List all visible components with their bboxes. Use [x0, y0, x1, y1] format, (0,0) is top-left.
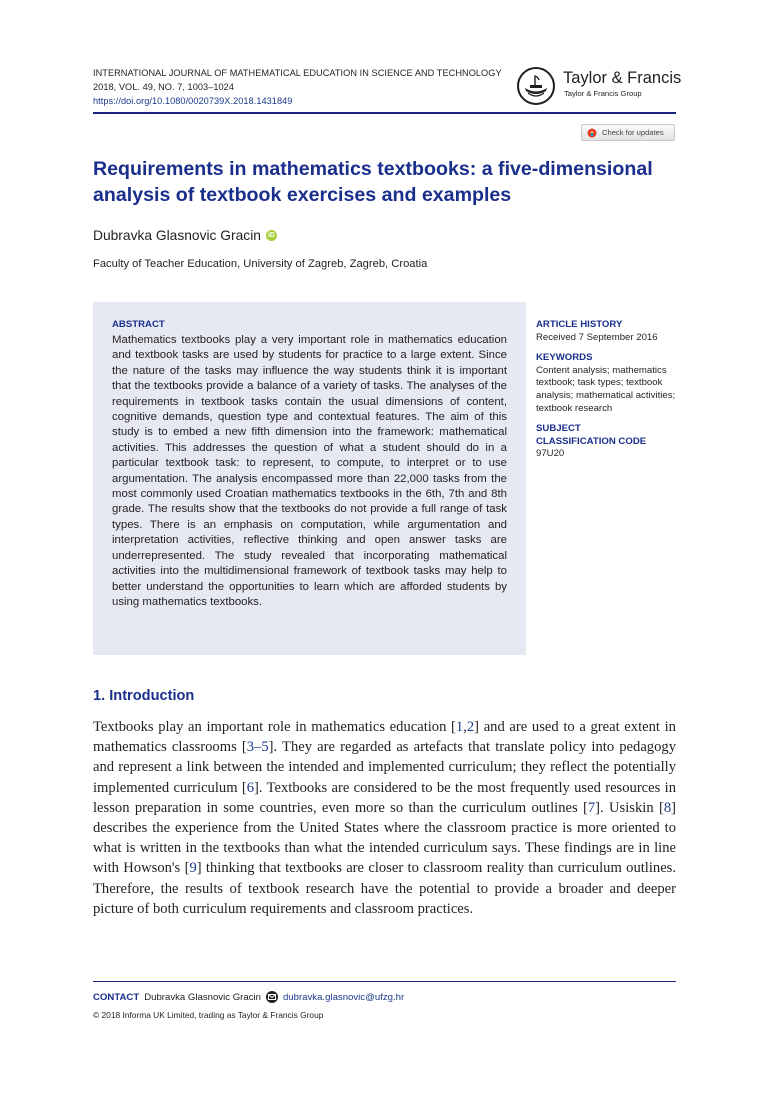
body-text-segment: ]. Textbooks are considered to be the most frequently used resources in lesson preparation in some countries, even more so than the curriculum outlines [ — [93, 779, 676, 816]
abstract-text: Mathematics textbooks play a very important role in mathematics education and textbook tasks are used by students for practice to a large extent. Since the nature of the tasks may influence the way students think it is important that the textbooks provide a balance of a variety of tasks. The analyses of the requirements in textbook tasks contain the usual dimensions of content, cognitive demands, question type and contextual features. The aim of this study is to embed a new fifth dimension into the framework: mathematical activities. This addresses the question of what a student should do in a particular textbook task: to represent, to compute, to interpret or to use argumentation. The analysis encompassed more than 22,000 tasks from the most commonly used Croatian mathematics textbooks in the 6th, 7th and 8th grade. The results show that the textbooks do not provide a full range of task types. There is an emphasis on computation, while argumentation and interpretation activities, reflective thinking and open answer tasks are underrepresented. The study revealed that incorporating mathematical activities into the multidimensional framework of textbook tasks may help to better understand the opportunities to learn which are afforded students by using mathematics textbooks. — [112, 334, 507, 608]
publisher-name: Taylor & Francis — [563, 69, 682, 87]
publisher-group: Taylor & Francis Group — [564, 89, 642, 98]
journal-header — [93, 66, 502, 109]
contact-label: CONTACT — [93, 991, 140, 1003]
keywords-heading: KEYWORDS — [536, 352, 593, 364]
body-text-segment: ] describes the experience from the United States where the classroom practice is more oriented to what is written in the textbooks than what the intended curriculum says. These findings are in line with Howson's [ — [93, 799, 676, 877]
check-updates-label: Check for updates — [602, 128, 664, 137]
check-updates-icon — [587, 128, 597, 138]
body-text-segment: ]. Usiskin [ — [595, 799, 664, 816]
citation-link[interactable]: 1 — [455, 719, 464, 735]
footer-divider — [93, 981, 676, 982]
volume-info: 2018, VOL. 49, NO. 7, 1003–1024 — [93, 82, 234, 93]
envelope-icon — [266, 991, 278, 1003]
contact-name: Dubravka Glasnovic Gracin — [144, 991, 261, 1003]
contact-email-link[interactable]: dubravka.glasnovic@ufzg.hr — [282, 991, 405, 1003]
subject-code: 97U20 — [536, 448, 565, 460]
citation-link[interactable]: 2 — [466, 719, 475, 735]
body-text-segment: ] thinking that textbooks are closer to classroom reality than curriculum outlines. Therefore, the results of textbook research have the potential to provide a broader and deeper picture of both curriculum requirements and classroom practices. — [93, 860, 677, 917]
citation-link[interactable]: 3–5 — [246, 739, 269, 756]
title-line-2: analysis of textbook exercises and examples — [93, 184, 512, 206]
received-date: Received 7 September 2016 — [536, 331, 658, 343]
classification-heading: CLASSIFICATION CODE — [536, 435, 647, 447]
body-text-segment: ] and are used to a great extent in mathematics classrooms [ — [93, 719, 676, 756]
check-for-updates-button[interactable] — [581, 124, 675, 141]
introduction-paragraph — [93, 717, 676, 919]
keywords-list: Content analysis; mathematics textbook; task types; textbook analysis; mathematical activities; textbook research — [536, 364, 676, 414]
orcid-icon[interactable]: iD — [267, 232, 275, 239]
article-sidebar — [536, 319, 676, 461]
article-history-heading: ARTICLE HISTORY — [536, 319, 623, 330]
journal-name: INTERNATIONAL JOURNAL OF MATHEMATICAL EDUCATION IN SCIENCE AND TECHNOLOGY — [93, 68, 502, 78]
copyright-notice: © 2018 Informa UK Limited, trading as Taylor & Francis Group — [93, 1010, 324, 1020]
citation-link[interactable]: 9 — [189, 860, 197, 877]
body-text-segment: , — [463, 719, 467, 735]
doi-link[interactable]: https://doi.org/10.1080/0020739X.2018.1431849 — [93, 96, 293, 107]
affiliation: Faculty of Teacher Education, University of Zagreb, Zagreb, Croatia — [93, 258, 428, 270]
subject-heading: SUBJECT — [536, 423, 581, 435]
contact-line — [93, 991, 404, 1003]
body-text-segment: Textbooks play an important role in mathematics education [ — [93, 719, 456, 735]
taylor-francis-logo-icon — [516, 66, 558, 106]
citation-link[interactable]: 6 — [246, 779, 255, 796]
header-divider — [93, 112, 676, 114]
author-line — [93, 228, 277, 243]
title-line-1: Requirements in mathematics textbooks: a five-dimensional — [93, 158, 653, 180]
citation-link[interactable]: 7 — [587, 799, 596, 816]
citation-link[interactable]: 8 — [663, 799, 672, 816]
body-text-segment: ]. They are regarded as artefacts that translate policy into pedagogy and represent a link between the intended and implemented curriculum; they reflect the potentially implemented curriculum [ — [93, 739, 676, 796]
author-name: Dubravka Glasnovic Gracin — [93, 228, 261, 243]
section-heading-introduction: 1. Introduction — [93, 688, 195, 704]
article-title — [93, 156, 683, 208]
abstract-heading: ABSTRACT — [112, 319, 165, 330]
